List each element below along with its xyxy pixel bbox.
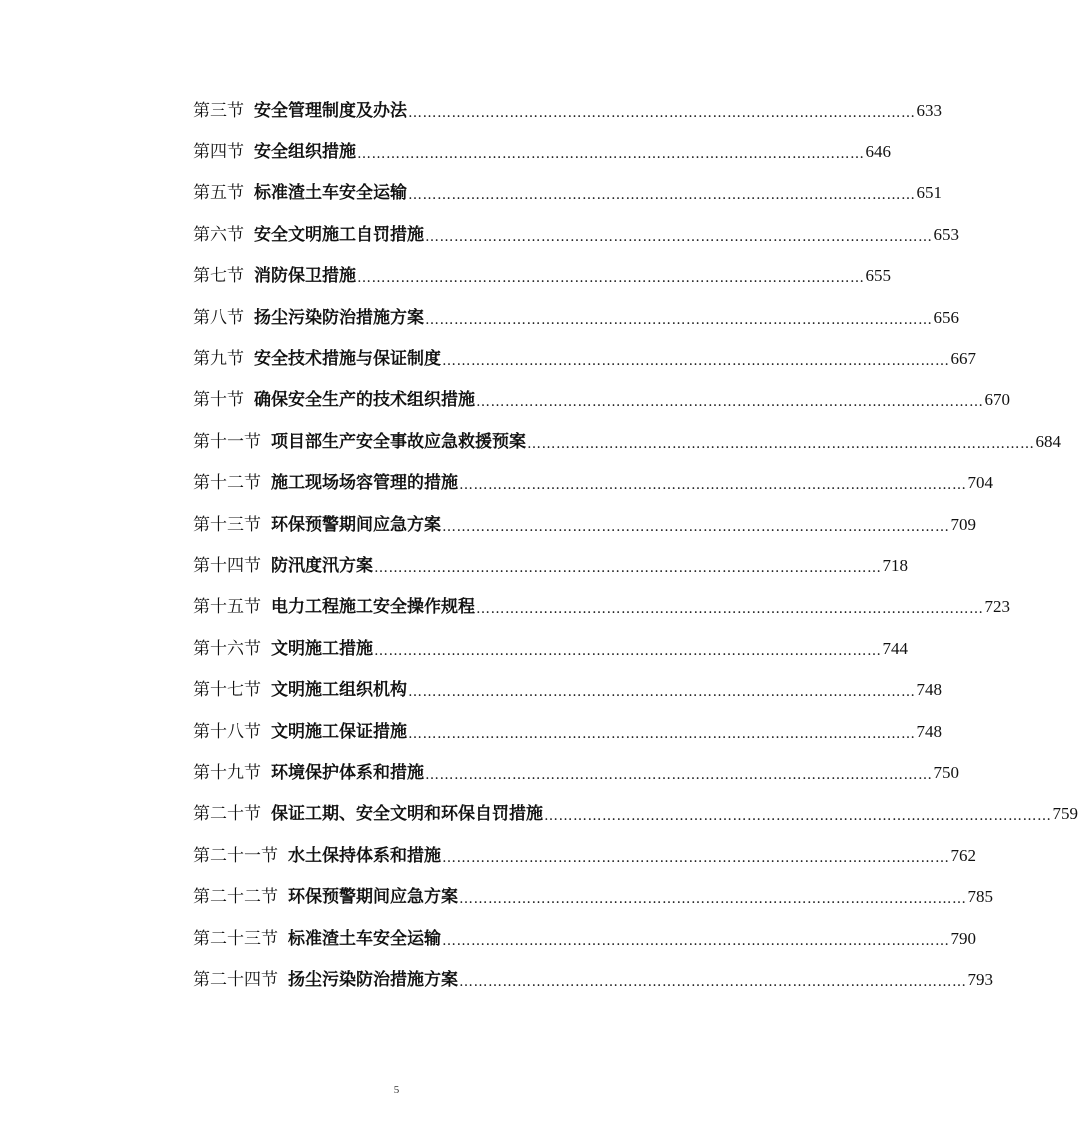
toc-section-title: 安全文明施工自罚措施 bbox=[254, 224, 424, 245]
dot-leader: …………………………………………………………………………………………… bbox=[442, 932, 950, 949]
toc-page-number: 785 bbox=[967, 887, 993, 907]
toc-page-number: 748 bbox=[916, 721, 942, 741]
toc-page-number: 762 bbox=[950, 845, 976, 865]
toc-section-number: 第十五节 bbox=[193, 597, 261, 618]
toc-entry[interactable] bbox=[193, 463, 993, 504]
toc-entry[interactable] bbox=[193, 380, 1010, 421]
toc-page-number: 709 bbox=[950, 514, 976, 534]
dot-leader: …………………………………………………………………………………………… bbox=[374, 642, 882, 659]
toc-section-number: 第十三节 bbox=[193, 514, 261, 535]
toc-section-number: 第五节 bbox=[193, 183, 244, 204]
toc-page-number: 651 bbox=[916, 183, 942, 203]
toc-page-number: 744 bbox=[882, 638, 908, 658]
toc-section-number: 第二十四节 bbox=[193, 969, 278, 990]
toc-section-title: 扬尘污染防治措施方案 bbox=[254, 307, 424, 328]
toc-page-number: 670 bbox=[984, 390, 1010, 410]
dot-leader: …………………………………………………………………………………………… bbox=[459, 891, 967, 908]
toc-entry[interactable] bbox=[193, 711, 942, 752]
toc-section-title: 防汛度汛方案 bbox=[271, 555, 373, 576]
toc-section-title: 标准渣土车安全运输 bbox=[288, 928, 441, 949]
toc-entry[interactable] bbox=[193, 628, 908, 669]
toc-entry[interactable] bbox=[193, 297, 959, 338]
toc-section-number: 第八节 bbox=[193, 307, 244, 328]
toc-entry[interactable] bbox=[193, 214, 959, 255]
toc-section-title: 电力工程施工安全操作规程 bbox=[271, 597, 475, 618]
dot-leader: …………………………………………………………………………………………… bbox=[544, 808, 1052, 825]
toc-entry[interactable] bbox=[193, 256, 891, 297]
toc-section-title: 施工现场场容管理的措施 bbox=[271, 473, 458, 494]
toc-section-title: 扬尘污染防治措施方案 bbox=[288, 969, 458, 990]
dot-leader: …………………………………………………………………………………………… bbox=[476, 394, 984, 411]
toc-page-number: 790 bbox=[950, 928, 976, 948]
toc-entry[interactable] bbox=[193, 794, 1078, 835]
toc-section-number: 第十九节 bbox=[193, 762, 261, 783]
toc-page-number: 656 bbox=[933, 307, 959, 327]
toc-section-title: 安全组织措施 bbox=[254, 142, 356, 163]
table-of-contents bbox=[193, 90, 1078, 1001]
toc-section-title: 消防保卫措施 bbox=[254, 266, 356, 287]
toc-page-number: 718 bbox=[882, 555, 908, 575]
dot-leader: …………………………………………………………………………………………… bbox=[357, 146, 865, 163]
toc-section-number: 第二十二节 bbox=[193, 887, 278, 908]
toc-section-number: 第六节 bbox=[193, 224, 244, 245]
toc-section-number: 第十节 bbox=[193, 390, 244, 411]
toc-entry[interactable] bbox=[193, 959, 993, 1000]
toc-entry[interactable] bbox=[193, 669, 942, 710]
toc-section-number: 第十一节 bbox=[193, 431, 261, 452]
toc-section-title: 环境保护体系和措施 bbox=[271, 762, 424, 783]
toc-entry[interactable] bbox=[193, 421, 1061, 462]
toc-section-number: 第四节 bbox=[193, 142, 244, 163]
dot-leader: …………………………………………………………………………………………… bbox=[442, 849, 950, 866]
toc-section-title: 文明施工组织机构 bbox=[271, 680, 407, 701]
toc-entry[interactable] bbox=[193, 545, 908, 586]
toc-entry[interactable] bbox=[193, 173, 942, 214]
toc-page-number: 759 bbox=[1052, 804, 1078, 824]
toc-section-number: 第十八节 bbox=[193, 721, 261, 742]
toc-entry[interactable] bbox=[193, 587, 1010, 628]
toc-page-number: 704 bbox=[967, 473, 993, 493]
dot-leader: …………………………………………………………………………………………… bbox=[408, 187, 916, 204]
dot-leader: …………………………………………………………………………………………… bbox=[442, 353, 950, 370]
toc-page-number: 750 bbox=[933, 762, 959, 782]
toc-section-number: 第十六节 bbox=[193, 638, 261, 659]
dot-leader: …………………………………………………………………………………………… bbox=[425, 766, 933, 783]
toc-entry[interactable] bbox=[193, 835, 976, 876]
dot-leader: …………………………………………………………………………………………… bbox=[357, 270, 865, 287]
toc-section-number: 第十四节 bbox=[193, 555, 261, 576]
toc-entry[interactable] bbox=[193, 504, 976, 545]
toc-page-number: 667 bbox=[950, 349, 976, 369]
toc-entry[interactable] bbox=[193, 752, 959, 793]
dot-leader: …………………………………………………………………………………………… bbox=[408, 684, 916, 701]
toc-entry[interactable] bbox=[193, 918, 976, 959]
toc-section-title: 安全技术措施与保证制度 bbox=[254, 349, 441, 370]
toc-section-number: 第三节 bbox=[193, 100, 244, 121]
toc-section-number: 第九节 bbox=[193, 349, 244, 370]
toc-section-title: 确保安全生产的技术组织措施 bbox=[254, 390, 475, 411]
toc-page-number: 655 bbox=[865, 266, 891, 286]
dot-leader: …………………………………………………………………………………………… bbox=[459, 973, 967, 990]
toc-entry[interactable] bbox=[193, 876, 993, 917]
toc-section-number: 第十七节 bbox=[193, 680, 261, 701]
dot-leader: …………………………………………………………………………………………… bbox=[374, 559, 882, 576]
toc-page-number: 653 bbox=[933, 224, 959, 244]
toc-section-title: 保证工期、安全文明和环保自罚措施 bbox=[271, 804, 543, 825]
toc-section-number: 第二十节 bbox=[193, 804, 261, 825]
toc-page-number: 684 bbox=[1035, 431, 1061, 451]
dot-leader: …………………………………………………………………………………………… bbox=[408, 725, 916, 742]
toc-section-title: 安全管理制度及办法 bbox=[254, 100, 407, 121]
toc-section-number: 第二十三节 bbox=[193, 928, 278, 949]
toc-page-number: 646 bbox=[865, 142, 891, 162]
toc-section-title: 文明施工措施 bbox=[271, 638, 373, 659]
toc-page-number: 723 bbox=[984, 597, 1010, 617]
toc-section-number: 第七节 bbox=[193, 266, 244, 287]
toc-section-title: 水土保持体系和措施 bbox=[288, 845, 441, 866]
toc-section-title: 项目部生产安全事故应急救援预案 bbox=[271, 431, 526, 452]
toc-page-number: 793 bbox=[967, 969, 993, 989]
toc-page-number: 633 bbox=[916, 100, 942, 120]
toc-section-title: 环保预警期间应急方案 bbox=[271, 514, 441, 535]
dot-leader: …………………………………………………………………………………………… bbox=[425, 311, 933, 328]
toc-entry[interactable] bbox=[193, 338, 976, 379]
dot-leader: …………………………………………………………………………………………… bbox=[527, 435, 1035, 452]
toc-section-number: 第二十一节 bbox=[193, 845, 278, 866]
toc-section-title: 标准渣土车安全运输 bbox=[254, 183, 407, 204]
toc-page-number: 748 bbox=[916, 680, 942, 700]
toc-entry[interactable] bbox=[193, 90, 942, 131]
toc-entry[interactable] bbox=[193, 131, 891, 172]
toc-section-title: 环保预警期间应急方案 bbox=[288, 887, 458, 908]
dot-leader: …………………………………………………………………………………………… bbox=[476, 601, 984, 618]
dot-leader: …………………………………………………………………………………………… bbox=[459, 477, 967, 494]
toc-section-title: 文明施工保证措施 bbox=[271, 721, 407, 742]
dot-leader: …………………………………………………………………………………………… bbox=[408, 104, 916, 121]
dot-leader: …………………………………………………………………………………………… bbox=[442, 518, 950, 535]
dot-leader: …………………………………………………………………………………………… bbox=[425, 228, 933, 245]
toc-section-number: 第十二节 bbox=[193, 473, 261, 494]
footer-page-number: 5 bbox=[393, 1084, 400, 1096]
